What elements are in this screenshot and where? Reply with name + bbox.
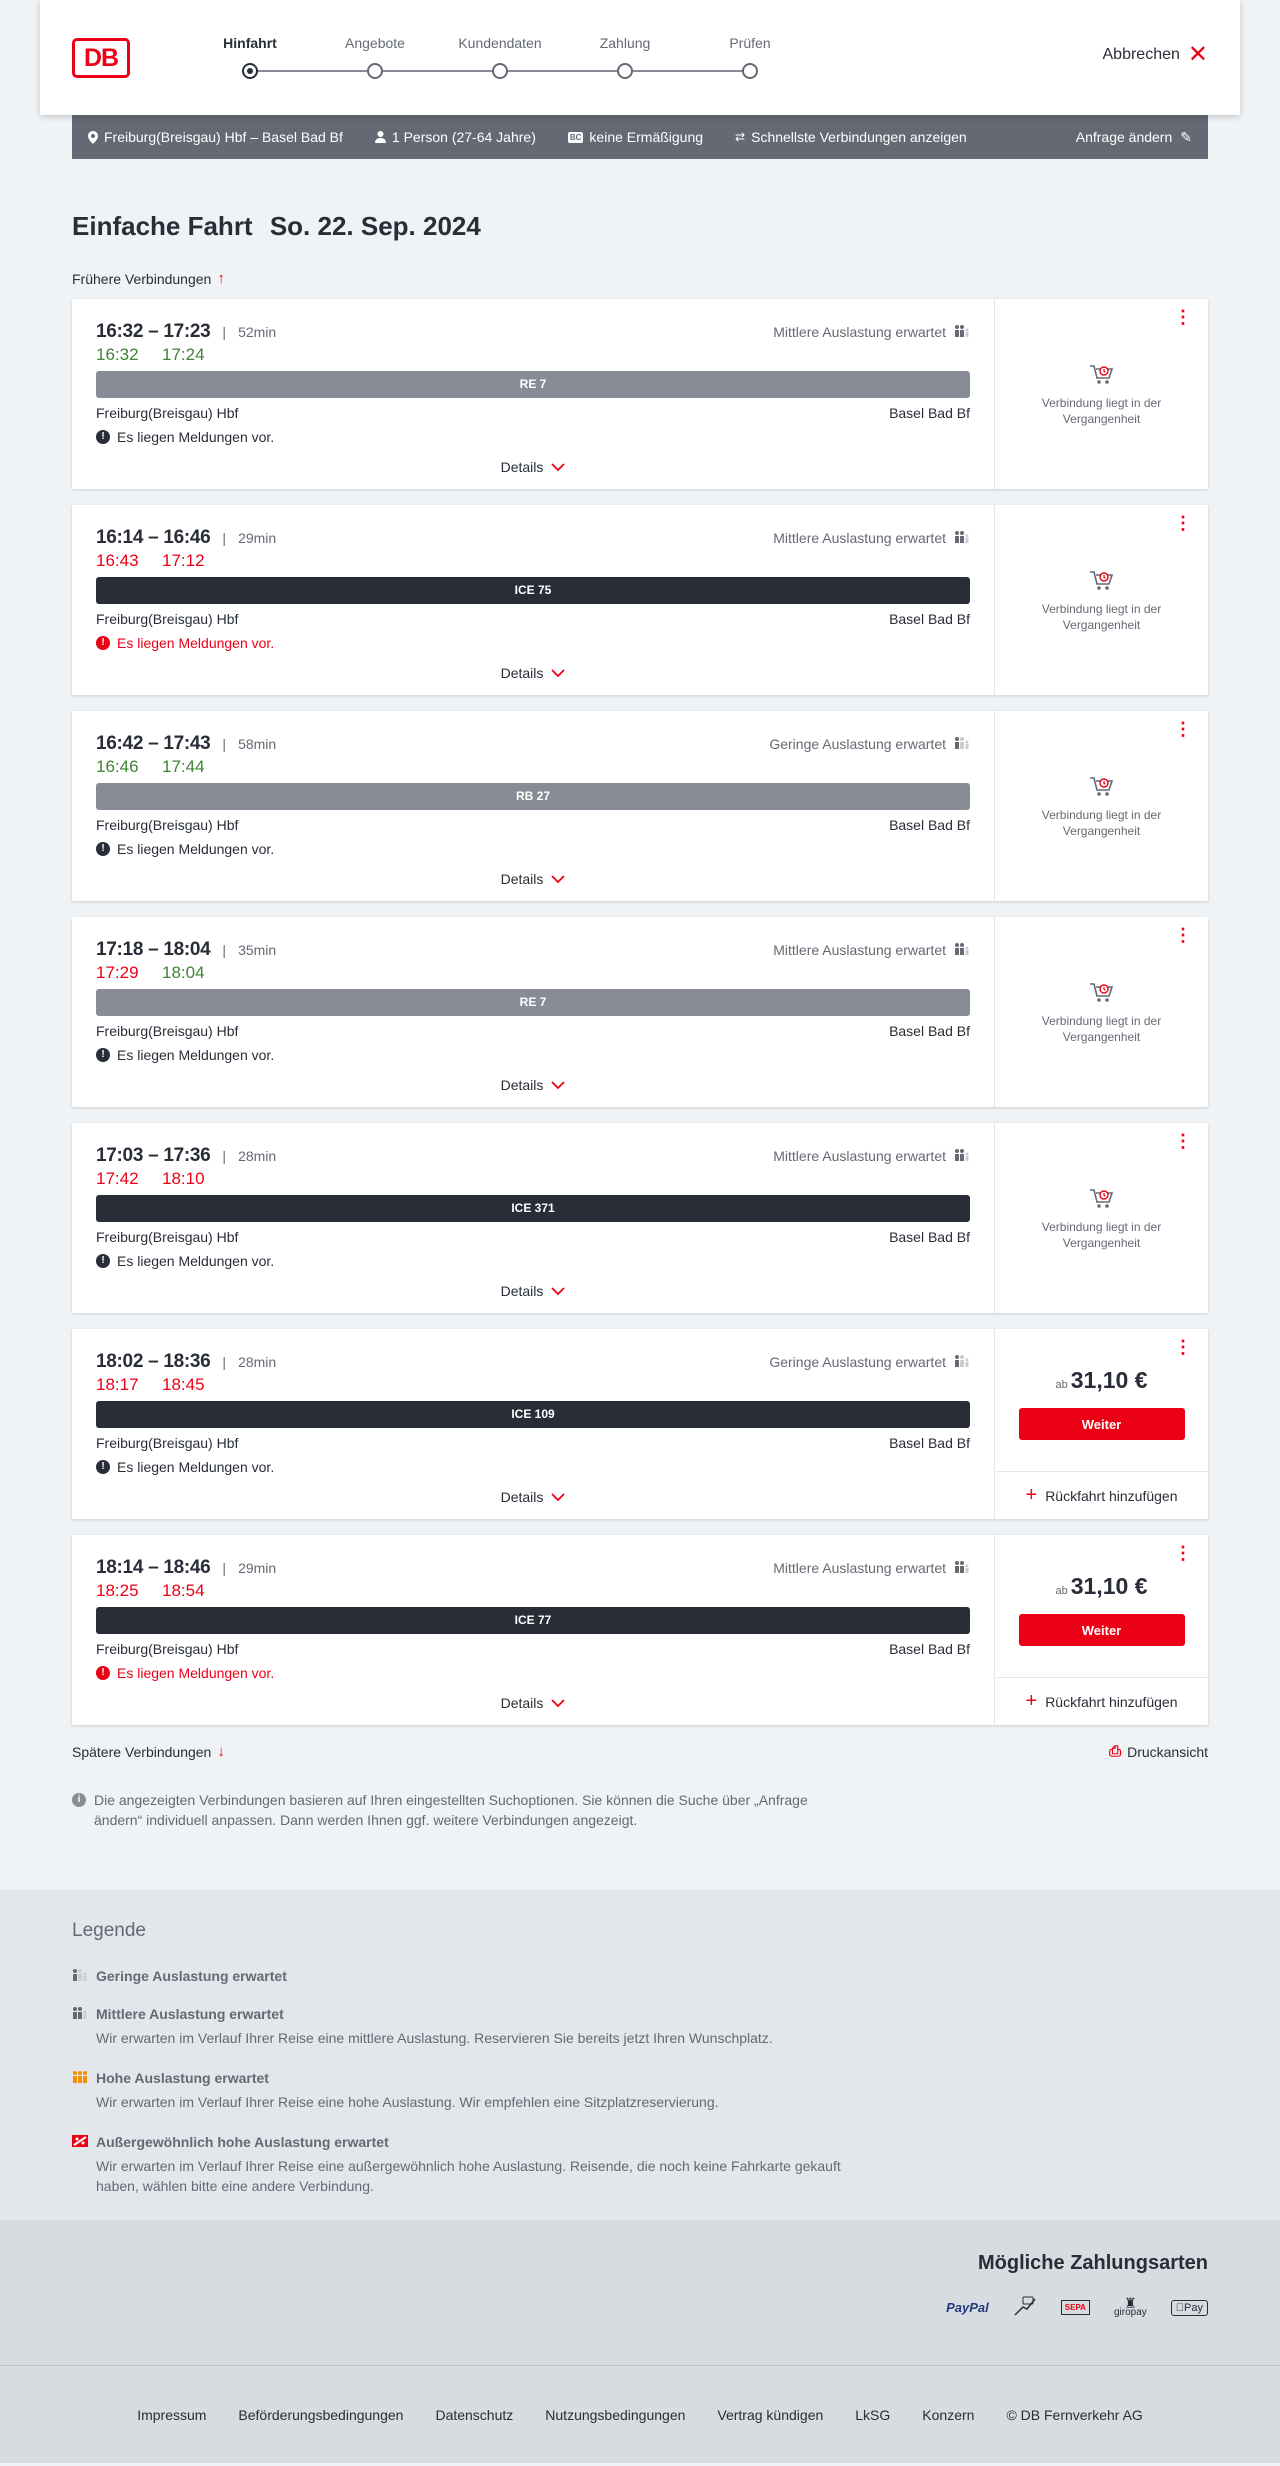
separator: | — [222, 736, 227, 752]
load-medium-icon — [954, 324, 970, 340]
list-footer-row — [72, 1743, 1208, 1760]
offer-panel — [994, 1123, 1208, 1313]
add-return-trip-button[interactable]: + Rückfahrt hinzufügen — [995, 1471, 1208, 1519]
notice-message: ! Es liegen Meldungen vor. — [96, 1047, 970, 1063]
load-low-icon — [954, 1354, 970, 1370]
chevron-down-icon — [551, 871, 565, 887]
step-hinfahrt: Hinfahrt — [205, 34, 295, 79]
realtime-arrival: 17:12 — [162, 551, 205, 570]
load-medium-icon — [954, 530, 970, 546]
load-low-icon — [954, 736, 970, 752]
more-options-icon[interactable]: ⋮ — [1174, 513, 1192, 533]
alert-icon: ! — [96, 636, 110, 650]
alert-icon: ! — [96, 430, 110, 444]
train-bar[interactable]: RB 27 — [96, 783, 970, 810]
connection-details — [72, 711, 994, 901]
notice-message: ! Es liegen Meldungen vor. — [96, 429, 970, 445]
print-label: Druckansicht — [1127, 1743, 1208, 1760]
separator: | — [222, 942, 227, 958]
price: ab 31,10 € — [1055, 1367, 1148, 1393]
train-bar[interactable]: RE 7 — [96, 371, 970, 398]
alert-icon: ! — [96, 1254, 110, 1268]
origin-station: Freiburg(Breisgau) Hbf — [96, 817, 239, 833]
cart-clock-icon — [995, 775, 1208, 799]
load-medium-icon — [954, 1560, 970, 1576]
load-indicator: Geringe Auslastung erwartet — [769, 1354, 970, 1370]
price-box — [995, 1367, 1208, 1440]
offer-panel — [994, 299, 1208, 489]
separator: | — [222, 530, 227, 546]
origin-station: Freiburg(Breisgau) Hbf — [96, 1641, 239, 1657]
destination-station: Basel Bad Bf — [889, 817, 970, 833]
add-return-trip-button[interactable]: + Rückfahrt hinzufügen — [995, 1677, 1208, 1725]
cart-clock-icon — [995, 981, 1208, 1005]
more-options-icon[interactable]: ⋮ — [1174, 719, 1192, 739]
cart-clock-icon — [995, 1187, 1208, 1211]
separator: | — [222, 1148, 227, 1164]
person-icon — [375, 131, 386, 143]
payment-title: Mögliche Zahlungsarten — [977, 2252, 1208, 2274]
origin-station: Freiburg(Breisgau) Hbf — [96, 1229, 239, 1245]
footer-link-vertrag-kuendigen[interactable]: Vertrag kündigen — [717, 2406, 824, 2423]
load-indicator: Mittlere Auslastung erwartet — [773, 530, 970, 546]
main-content — [72, 211, 1208, 1830]
connection-details — [72, 505, 994, 695]
duration: 58min — [238, 736, 277, 752]
stations — [96, 1435, 970, 1451]
info-text: Die angezeigten Verbindungen basieren auf Ihren eingestellten Suchoptionen. Sie können die Suche über „Anfrage ändern“ individuell anpassen. Dann werden Ihnen ggf. weitere Verbindungen angezeigt. — [94, 1792, 808, 1828]
cancel-button[interactable] — [1102, 41, 1209, 68]
realtime-departure: 18:17 — [96, 1375, 139, 1394]
info-note — [72, 1790, 832, 1830]
stations — [96, 1229, 970, 1245]
step-dot — [242, 63, 258, 79]
separator: | — [222, 1560, 227, 1576]
offer-panel — [994, 711, 1208, 901]
duration: 35min — [238, 942, 277, 958]
legend-title: Legende — [72, 1920, 146, 1941]
earlier-connections-link[interactable] — [72, 270, 1208, 287]
scheduled-times: 16:42 – 17:43 — [96, 733, 211, 754]
fastest-connections-toggle[interactable] — [735, 129, 967, 145]
realtime-departure: 16:43 — [96, 551, 139, 570]
db-logo[interactable]: DB — [72, 38, 130, 78]
step-kundendaten: Kundendaten — [455, 34, 545, 79]
info-icon: i — [72, 1793, 86, 1807]
realtime-arrival: 17:24 — [162, 345, 205, 364]
continue-button[interactable]: Weiter — [1019, 1408, 1185, 1440]
offer-panel — [994, 1329, 1208, 1519]
offer-panel — [994, 1535, 1208, 1725]
header — [40, 0, 1240, 115]
search-summary-bar — [72, 115, 1208, 159]
load-indicator: Geringe Auslastung erwartet — [769, 736, 970, 752]
scheduled-times: 18:14 – 18:46 — [96, 1557, 211, 1578]
legend-item-extreme: Außergewöhnlich hohe Auslastung erwartet Wir erwarten im Verlauf Ihrer Reise eine außergewöhnlich hohe Auslastung. Reisende, die noch keine Fahrkarte gekauft haben, wählen bitte eine andere Verbindung. — [72, 2134, 1208, 2196]
more-options-icon[interactable]: ⋮ — [1174, 1543, 1192, 1563]
discount-text: keine Ermäßigung — [589, 129, 704, 145]
scheduled-times: 16:14 – 16:46 — [96, 527, 211, 548]
trip-date: So. 22. Sep. 2024 — [269, 211, 481, 241]
payment-methods — [0, 2220, 1280, 2365]
realtime-arrival: 18:54 — [162, 1581, 205, 1600]
alert-icon: ! — [96, 1048, 110, 1062]
realtime-departure: 16:32 — [96, 345, 139, 364]
details-toggle[interactable]: Details — [72, 665, 994, 681]
destination-station: Basel Bad Bf — [889, 611, 970, 627]
notice-message: ! Es liegen Meldungen vor. — [96, 1253, 970, 1269]
footer-link-konzern[interactable]: Konzern — [922, 2406, 975, 2423]
step-dot — [492, 63, 508, 79]
change-request-button[interactable] — [1076, 129, 1192, 146]
duration: 28min — [238, 1354, 277, 1370]
connection-card[interactable] — [72, 1535, 1208, 1725]
realtime-times — [96, 1373, 970, 1397]
alert-icon: ! — [96, 1666, 110, 1680]
scheduled-times: 17:18 – 18:04 — [96, 939, 211, 960]
cancel-label: Abbrechen — [1102, 46, 1180, 63]
offer-panel — [994, 505, 1208, 695]
paypal-icon: PayPal — [946, 2300, 989, 2315]
fastest-text: Schnellste Verbindungen anzeigen — [751, 129, 967, 145]
load-low-icon — [72, 1968, 88, 1984]
pencil-icon: ✎ — [1180, 128, 1192, 145]
load-extreme-icon — [72, 2134, 88, 2150]
legend-item-low: Geringe Auslastung erwartet — [72, 1968, 1208, 1984]
train-bar[interactable]: RE 7 — [96, 989, 970, 1016]
plus-icon: + — [1025, 1484, 1038, 1506]
apple-pay-icon: Pay — [1171, 2300, 1208, 2316]
page-title — [72, 211, 1208, 242]
load-indicator: Mittlere Auslastung erwartet — [773, 942, 970, 958]
origin-station: Freiburg(Breisgau) Hbf — [96, 1023, 239, 1039]
step-zahlung: Zahlung — [580, 34, 670, 79]
close-icon: ✕ — [1187, 41, 1208, 68]
bahncard-icon: BC — [569, 132, 582, 142]
load-indicator: Mittlere Auslastung erwartet — [773, 1560, 970, 1576]
route-text: Freiburg(Breisgau) Hbf – Basel Bad Bf — [104, 129, 343, 145]
sepa-icon: SEPA — [1061, 2300, 1090, 2315]
chevron-down-icon — [551, 665, 565, 681]
past-connection-note: Verbindung liegt in der Vergangenheit — [995, 775, 1208, 839]
footer-link-nutzungsbedingungen[interactable]: Nutzungsbedingungen — [545, 2406, 686, 2423]
credit-card-hand-icon — [1013, 2295, 1037, 2320]
realtime-departure: 18:25 — [96, 1581, 139, 1600]
legend-item-medium: Mittlere Auslastung erwartet Wir erwarten im Verlauf Ihrer Reise eine mittlere Auslastung. Reservieren Sie bereits jetzt Ihren Wunschplatz. — [72, 2006, 1208, 2048]
notice-message: ! Es liegen Meldungen vor. — [96, 635, 970, 651]
origin-station: Freiburg(Breisgau) Hbf — [96, 1435, 239, 1451]
past-connection-note: Verbindung liegt in der Vergangenheit — [995, 363, 1208, 427]
realtime-times — [96, 961, 970, 985]
step-angebote: Angebote — [330, 34, 420, 79]
location-pin-icon — [88, 131, 98, 144]
legend-section — [0, 1890, 1280, 2220]
alert-icon: ! — [96, 1460, 110, 1474]
realtime-times — [96, 343, 970, 367]
printer-icon: ⎙ — [1109, 1743, 1122, 1760]
persons-text: 1 Person (27-64 Jahre) — [391, 129, 536, 145]
train-bar[interactable]: ICE 109 — [96, 1401, 970, 1428]
step-pruefen: Prüfen — [705, 34, 795, 79]
cart-clock-icon — [995, 569, 1208, 593]
stations — [96, 817, 970, 833]
realtime-arrival: 17:44 — [162, 757, 205, 776]
chevron-down-icon — [551, 1077, 565, 1093]
load-medium-icon — [954, 942, 970, 958]
later-label: Spätere Verbindungen — [72, 1743, 212, 1760]
arrow-down-icon: ↓ — [217, 1743, 225, 1760]
realtime-times — [96, 1167, 970, 1191]
more-options-icon[interactable]: ⋮ — [1174, 307, 1192, 327]
step-dot — [367, 63, 383, 79]
details-toggle[interactable]: Details — [72, 871, 994, 887]
destination-station: Basel Bad Bf — [889, 1435, 970, 1451]
stations — [96, 1023, 970, 1039]
chevron-down-icon — [551, 459, 565, 475]
footer-link-impressum[interactable]: Impressum — [137, 2406, 207, 2423]
price: ab 31,10 € — [1055, 1573, 1148, 1599]
connection-card[interactable] — [72, 711, 1208, 901]
realtime-departure: 17:29 — [96, 963, 139, 982]
footer — [0, 2365, 1280, 2463]
footer-link-lksg[interactable]: LkSG — [855, 2406, 891, 2423]
destination-station: Basel Bad Bf — [889, 1023, 970, 1039]
alert-icon: ! — [96, 842, 110, 856]
realtime-departure: 17:42 — [96, 1169, 139, 1188]
chevron-down-icon — [551, 1695, 565, 1711]
separator: | — [222, 1354, 227, 1370]
connection-list — [72, 299, 1208, 1725]
scheduled-times: 17:03 – 17:36 — [96, 1145, 211, 1166]
load-high-icon — [72, 2070, 88, 2086]
separator: | — [222, 324, 227, 340]
stations — [96, 405, 970, 421]
progress-stepper — [210, 34, 770, 84]
arrow-up-icon: ↑ — [217, 270, 225, 287]
persons-summary[interactable] — [375, 129, 536, 145]
duration: 29min — [238, 1560, 277, 1576]
earlier-label: Frühere Verbindungen — [72, 270, 212, 287]
footer-link-datenschutz[interactable]: Datenschutz — [435, 2406, 514, 2423]
stations — [96, 611, 970, 627]
load-medium-icon — [954, 1148, 970, 1164]
details-toggle[interactable]: Details — [72, 1077, 994, 1093]
origin-station: Freiburg(Breisgau) Hbf — [96, 405, 239, 421]
connection-card[interactable] — [72, 917, 1208, 1107]
connection-details — [72, 917, 994, 1107]
cart-clock-icon — [995, 363, 1208, 387]
destination-station: Basel Bad Bf — [889, 1229, 970, 1245]
chevron-down-icon — [551, 1489, 565, 1505]
trip-type: Einfache Fahrt — [72, 211, 253, 241]
notice-message: ! Es liegen Meldungen vor. — [96, 1665, 970, 1681]
footer-copyright: © DB Fernverkehr AG — [1006, 2406, 1143, 2423]
legend-item-high: Hohe Auslastung erwartet Wir erwarten im Verlauf Ihrer Reise eine hohe Auslastung. Wir empfehlen eine Sitzplatzreservierung. — [72, 2070, 1208, 2112]
later-connections-link[interactable] — [72, 1743, 225, 1760]
step-dot — [617, 63, 633, 79]
realtime-times — [96, 755, 970, 779]
connection-card[interactable] — [72, 505, 1208, 695]
more-options-icon[interactable]: ⋮ — [1174, 1337, 1192, 1357]
details-toggle[interactable]: Details — [72, 459, 994, 475]
realtime-arrival: 18:10 — [162, 1169, 205, 1188]
footer-link-befoerderungsbedingungen[interactable]: Beförderungsbedingungen — [238, 2406, 404, 2423]
swap-arrows-icon: ⇄ — [735, 130, 746, 144]
realtime-times — [96, 1579, 970, 1603]
price-box — [995, 1573, 1208, 1646]
continue-button[interactable]: Weiter — [1019, 1614, 1185, 1646]
duration: 29min — [238, 530, 277, 546]
stations — [96, 1641, 970, 1657]
origin-station: Freiburg(Breisgau) Hbf — [96, 611, 239, 627]
notice-message: ! Es liegen Meldungen vor. — [96, 841, 970, 857]
load-indicator: Mittlere Auslastung erwartet — [773, 324, 970, 340]
connection-details — [72, 299, 994, 489]
past-connection-note: Verbindung liegt in der Vergangenheit — [995, 1187, 1208, 1251]
chevron-down-icon — [551, 1283, 565, 1299]
print-view-link[interactable] — [1109, 1743, 1208, 1760]
duration: 52min — [238, 324, 277, 340]
duration: 28min — [238, 1148, 277, 1164]
past-connection-note: Verbindung liegt in der Vergangenheit — [995, 981, 1208, 1045]
connection-card[interactable] — [72, 1123, 1208, 1313]
route-summary[interactable] — [88, 129, 343, 145]
details-toggle[interactable]: Details — [72, 1695, 994, 1711]
connection-details — [72, 1329, 994, 1519]
realtime-times — [96, 549, 970, 573]
train-bar[interactable]: ICE 77 — [96, 1607, 970, 1634]
scheduled-times: 16:32 – 17:23 — [96, 321, 211, 342]
more-options-icon[interactable]: ⋮ — [1174, 925, 1192, 945]
realtime-arrival: 18:45 — [162, 1375, 205, 1394]
realtime-departure: 16:46 — [96, 757, 139, 776]
train-bar[interactable]: ICE 75 — [96, 577, 970, 604]
discount-summary[interactable] — [568, 129, 703, 145]
scheduled-times: 18:02 – 18:36 — [96, 1351, 211, 1372]
details-toggle[interactable]: Details — [72, 1489, 994, 1505]
train-bar[interactable]: ICE 371 — [96, 1195, 970, 1222]
notice-message: ! Es liegen Meldungen vor. — [96, 1459, 970, 1475]
more-options-icon[interactable]: ⋮ — [1174, 1131, 1192, 1151]
giropay-icon: ♜ giropay — [1113, 2294, 1147, 2318]
connection-details — [72, 1535, 994, 1725]
plus-icon: + — [1025, 1690, 1038, 1712]
connection-card[interactable] — [72, 1329, 1208, 1519]
change-request-label: Anfrage ändern — [1075, 129, 1173, 145]
connection-details — [72, 1123, 994, 1313]
offer-panel — [994, 917, 1208, 1107]
load-indicator: Mittlere Auslastung erwartet — [773, 1148, 970, 1164]
load-medium-icon — [72, 2006, 88, 2022]
destination-station: Basel Bad Bf — [889, 405, 970, 421]
connection-card[interactable] — [72, 299, 1208, 489]
past-connection-note: Verbindung liegt in der Vergangenheit — [995, 569, 1208, 633]
details-toggle[interactable]: Details — [72, 1283, 994, 1299]
realtime-arrival: 18:04 — [162, 963, 205, 982]
payment-icons — [72, 2295, 1208, 2320]
destination-station: Basel Bad Bf — [889, 1641, 970, 1657]
step-dot — [742, 63, 758, 79]
